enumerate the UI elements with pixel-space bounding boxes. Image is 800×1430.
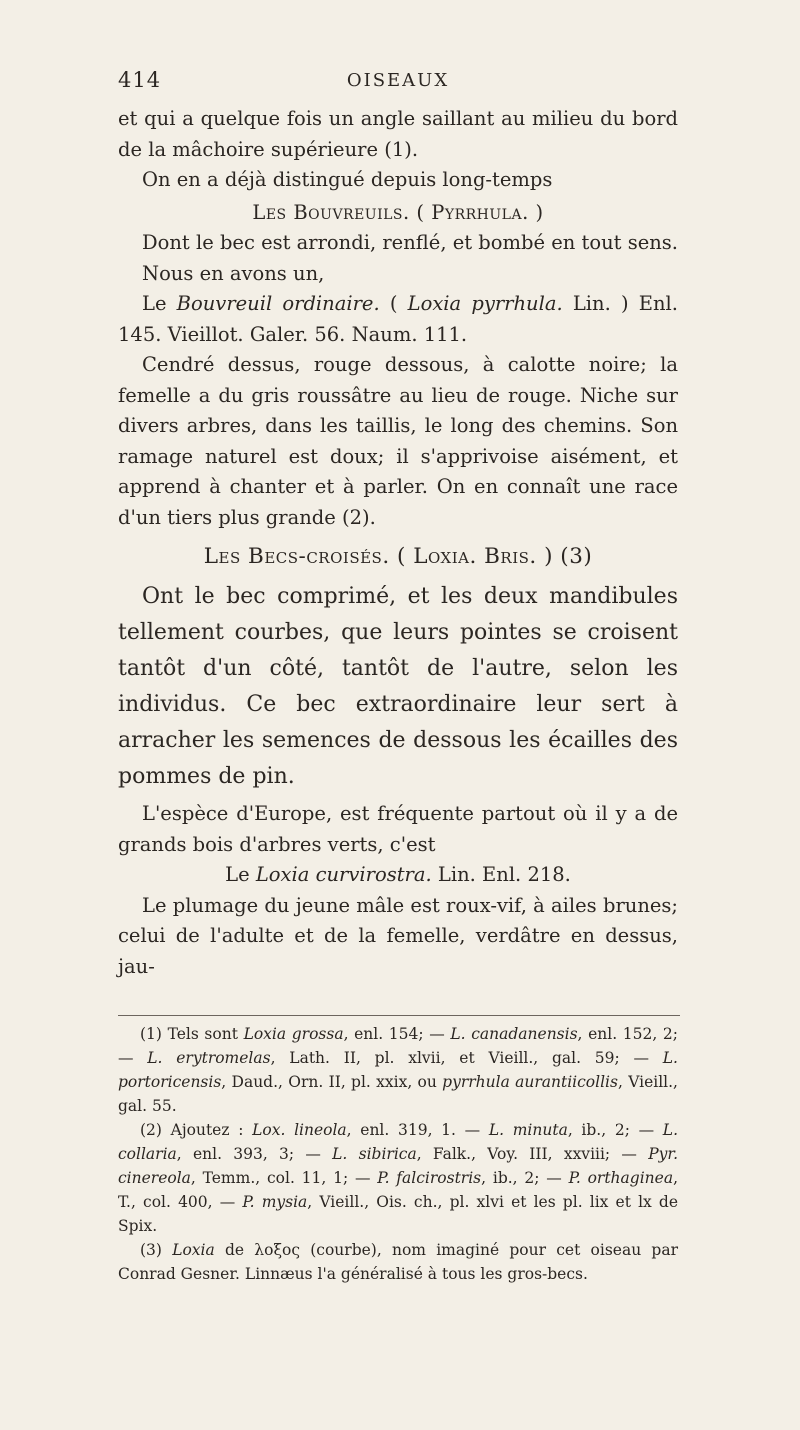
footnote-text: , Daud., Orn. II, pl. xxix, ou bbox=[221, 1073, 443, 1091]
footnote-latin: P. orthaginea bbox=[568, 1169, 674, 1187]
footnote-text: (3) bbox=[140, 1241, 173, 1259]
footnote-3 bbox=[118, 1238, 678, 1286]
running-title: OISEAUX bbox=[346, 70, 450, 91]
species-entry-refs: Lin. ) Enl. 145. Vieillot. Galer. 56. Naum. 111. bbox=[118, 292, 678, 346]
footnote-text: , Vieill., gal. 55. bbox=[118, 1073, 678, 1115]
footnote-text: de λοξος (courbe), nom imaginé pour cet oiseau par Conrad Gesner. Linnæus l'a généralisé à tous les gros-becs. bbox=[118, 1241, 678, 1283]
footnote-text: , enl. 152, 2; — bbox=[118, 1025, 678, 1067]
footnote-divider bbox=[118, 1015, 680, 1016]
page-number: 414 bbox=[118, 68, 162, 92]
main-text bbox=[118, 104, 678, 982]
footnote-text: , enl. 319, 1. — bbox=[346, 1121, 489, 1139]
paragraph-bouvreuils-bec: Dont le bec est arrondi, renflé, et bombé en tout sens. bbox=[142, 231, 679, 254]
footnote-text: , Temm., col. 11, 1; — bbox=[190, 1169, 378, 1187]
footnote-text: (2) Ajoutez : bbox=[140, 1121, 253, 1139]
footnote-text: , enl. 393, 3; — bbox=[176, 1145, 333, 1163]
footnote-latin: pyrrhula aurantiicollis bbox=[442, 1073, 618, 1091]
section-heading-bouvreuils: Les Bouvreuils. ( Pyrrhula. ) bbox=[252, 200, 544, 224]
footnote-text: , ib., 2; — bbox=[567, 1121, 663, 1139]
footnote-latin: L. collaria bbox=[118, 1121, 679, 1163]
species-latin-name: Loxia curvirostra. bbox=[255, 863, 432, 886]
paragraph-becs-croises-description: Ont le bec comprimé, et les deux mandibules tellement courbes, que leurs pointes se croisent tantôt d'un côté, tantôt de l'autre, selon les individus. Ce bec extraordinaire leur sert à arracher les semences de dessous les écailles des pommes de pin. bbox=[118, 584, 678, 789]
footnotes bbox=[118, 1022, 678, 1286]
species-entry-prefix: Le bbox=[142, 292, 177, 315]
footnote-latin: Lox. lineola bbox=[252, 1121, 347, 1139]
footnote-text: , ib., 2; — bbox=[481, 1169, 569, 1187]
footnote-latin: L. sibirica bbox=[332, 1145, 417, 1163]
footnote-text: , Vieill., Ois. ch., pl. xlvi et les pl. lix et lx de Spix. bbox=[118, 1193, 678, 1235]
footnote-latin: Loxia bbox=[172, 1241, 215, 1259]
species-entry-prefix: Le bbox=[225, 863, 256, 886]
species-entry-refs: Lin. Enl. 218. bbox=[431, 863, 571, 886]
footnote-latin: L. canadanensis bbox=[450, 1025, 578, 1043]
species-entry-paren: ( bbox=[379, 292, 408, 315]
paragraph-continuation: et qui a quelque fois un angle saillant au milieu du bord de la mâchoire supérieure (1). bbox=[118, 107, 678, 161]
paragraph-plumage: Le plumage du jeune mâle est roux-vif, à ailes brunes; celui de l'adulte et de la femelle, verdâtre en dessus, jau- bbox=[118, 893, 678, 978]
species-common-name: Bouvreuil ordinaire. bbox=[176, 292, 380, 315]
footnote-2 bbox=[118, 1118, 678, 1238]
paragraph-nous-en-avons: Nous en avons un, bbox=[142, 261, 325, 285]
footnote-latin: Loxia grossa bbox=[243, 1025, 344, 1043]
footnote-text: , Falk., Voy. III, xxviii; — bbox=[416, 1145, 649, 1163]
footnote-latin: L. erytromelas bbox=[147, 1049, 271, 1067]
species-latin-name: Loxia pyrrhula. bbox=[407, 292, 563, 315]
footnote-latin: L. minuta bbox=[488, 1121, 568, 1139]
page-header bbox=[118, 68, 678, 96]
footnote-latin: P. falcirostris bbox=[377, 1169, 482, 1187]
footnote-latin: P. mysia bbox=[242, 1193, 308, 1211]
species-entry-bouvreuil bbox=[118, 289, 678, 350]
footnote-text: (1) Tels sont bbox=[140, 1025, 244, 1043]
footnote-latin: Pyr. cinereola bbox=[118, 1145, 679, 1187]
footnote-text: , Lath. II, pl. xlvii, et Vieill., gal. 59; — bbox=[270, 1049, 663, 1067]
footnote-latin: L. portoricensis bbox=[118, 1049, 678, 1091]
paragraph-intro-bouvreuils: On en a déjà distingué depuis long-temps bbox=[142, 168, 553, 191]
footnote-text: , enl. 154; — bbox=[343, 1025, 451, 1043]
paragraph-espece-europe: L'espèce d'Europe, est fréquente partout où il y a de grands bois d'arbres verts, c'est bbox=[118, 802, 678, 856]
section-heading-becs-croises: Les Becs-croisés. ( Loxia. Bris. ) (3) bbox=[203, 544, 593, 569]
paragraph-bouvreuil-description: Cendré dessus, rouge dessous, à calotte noire; la femelle a du gris roussâtre au lieu de rouge. Niche sur divers arbres, dans les taillis, le long des chemins. Son ramage naturel est doux; il s'apprivoise aisément, et apprend à chanter et à parler. On en connaît une race d'un tiers plus grande (2). bbox=[118, 353, 678, 529]
species-entry-loxia-curvirostra bbox=[118, 860, 678, 891]
footnote-1 bbox=[118, 1022, 678, 1118]
footnote-text: , T., col. 400, — bbox=[118, 1169, 678, 1211]
